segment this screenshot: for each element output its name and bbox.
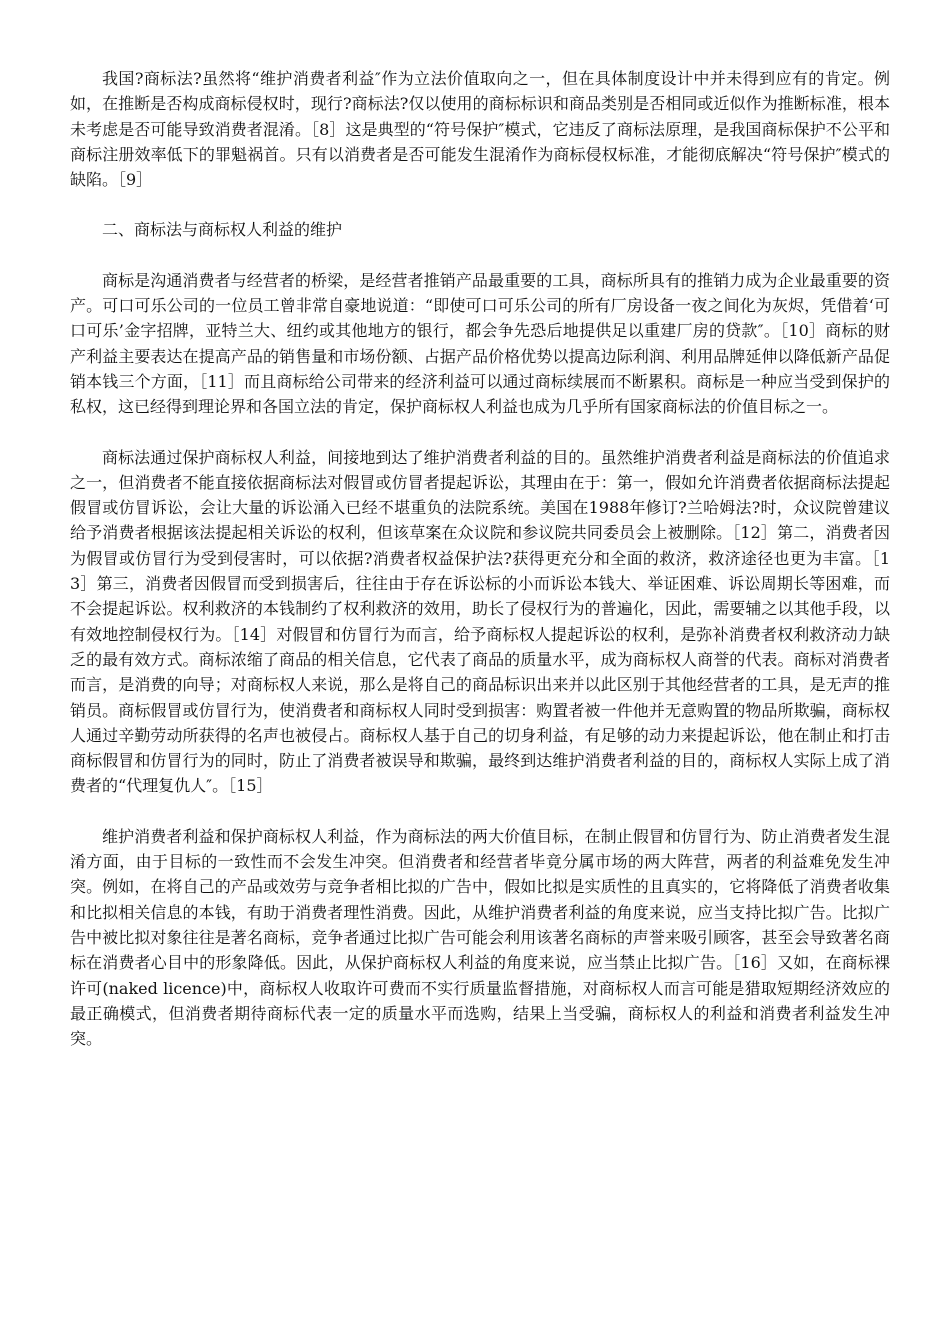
section-heading: 二、商标法与商标权人利益的维护 bbox=[102, 220, 343, 240]
paragraph-consumer-confusion: 我国?商标法?虽然将“维护消费者利益″作为立法价值取向之一，但在具体制度设计中并未得到应有的肯定。例如，在推断是否构成商标侵权时，现行?商标法?仅以使用的商标标识和商品类别是否相同或近似作为推断标准，根本未考虑是否可能导致消费者混淆。［8］这是典型的“符号保护″模式，它违反了商标法原理，是我国商标保护不公平和商标注册效率低下的罪魁祸首。只有以消费者是否可能发生混淆作为商标侵权标准，才能彻底解决“符号保护″模式的缺陷。［9］ bbox=[70, 69, 890, 190]
document-page bbox=[70, 66, 890, 1076]
paragraph-interest-conflict: 维护消费者利益和保护商标权人利益，作为商标法的两大价值目标，在制止假冒和仿冒行为、防止消费者发生混淆方面，由于目标的一致性而不会发生冲突。但消费者和经营者毕竟分属市场的两大阵营，两者的利益难免发生冲突。例如，在将自己的产品或效劳与竞争者相比拟的广告中，假如比拟是实质性的且真实的，它将降低了消费者收集和比拟相关信息的本钱，有助于消费者理性消费。因此，从维护消费者利益的角度来说，应当支持比拟广告。比拟广告中被比拟对象往往是著名商标，竞争者通过比拟广告可能会利用该著名商标的声誉来吸引顾客，甚至会导致著名商标在消费者心目中的形象降低。因此，从保护商标权人利益的角度来说，应当禁止比拟广告。［16］又如，在商标裸许可(naked licence)中，商标权人收取许可费而不实行质量监督措施，对商标权人而言可能是猎取短期经济效应的最正确模式，但消费者期待商标代表一定的质量水平而选购，结果上当受骗，商标权人的利益和消费者利益发生冲突。 bbox=[70, 826, 890, 1049]
paragraph-litigation-rights: 商标法通过保护商标权人利益，间接地到达了维护消费者利益的目的。虽然维护消费者利益是商标法的价值追求之一，但消费者不能直接依据商标法对假冒或仿冒者提起诉讼，其理由在于：第一，假如允许消费者依据商标法提起假冒或仿冒诉讼，会让大量的诉讼涌入已经不堪重负的法院系统。美国在1988年修订?兰哈姆法?时，众议院曾建议给予消费者根据该法提起相关诉讼的权利，但该草案在众议院和参议院共同委员会上被删除。［12］第二，消费者因为假冒或仿冒行为受到侵害时，可以依据?消费者权益保护法?获得更充分和全面的救济，救济途径也更为丰富。［13］第三，消费者因假冒而受到损害后，往往由于存在诉讼标的小而诉讼本钱大、举证困难、诉讼周期长等困难，而不会提起诉讼。权利救济的本钱制约了权利救济的效用，助长了侵权行为的普遍化，因此，需要辅之以其他手段，以有效地控制侵权行为。［14］对假冒和仿冒行为而言，给予商标权人提起诉讼的权利，是弥补消费者权利救济动力缺乏的最有效方式。商标浓缩了商品的相关信息，它代表了商品的质量水平，成为商标权人商誉的代表。商标对消费者而言，是消费的向导；对商标权人来说，那么是将自己的商品标识出来并以此区别于其他经营者的工具，是无声的推销员。商标假冒或仿冒行为，使消费者和商标权人同时受到损害：购置者被一件他并无意购置的物品所欺骗，商标权人通过辛勤劳动所获得的名声也被侵占。商标权人基于自己的切身利益，有足够的动力来提起诉讼，他在制止和打击商标假冒和仿冒行为的同时，防止了消费者被误导和欺骗，最终到达维护消费者利益的目的，商标权人实际上成了消费者的“代理复仇人″。［15］ bbox=[70, 447, 890, 796]
paragraph-trademark-value: 商标是沟通消费者与经营者的桥梁，是经营者推销产品最重要的工具，商标所具有的推销力成为企业最重要的资产。可口可乐公司的一位员工曾非常自豪地说道：“即使可口可乐公司的所有厂房设备一夜之间化为灰烬，凭借着‘可口可乐’金字招牌，亚特兰大、纽约或其他地方的银行，都会争先恐后地提供足以重建厂房的贷款″。［10］商标的财产利益主要表达在提高产品的销售量和市场份额、占据产品价格优势以提高边际利润、利用品牌延伸以降低新产品促销本钱三个方面，［11］而且商标给公司带来的经济利益可以通过商标续展而不断累积。商标是一种应当受到保护的私权，这已经得到理论界和各国立法的肯定，保护商标权人利益也成为几乎所有国家商标法的价值目标之一。 bbox=[70, 270, 890, 417]
